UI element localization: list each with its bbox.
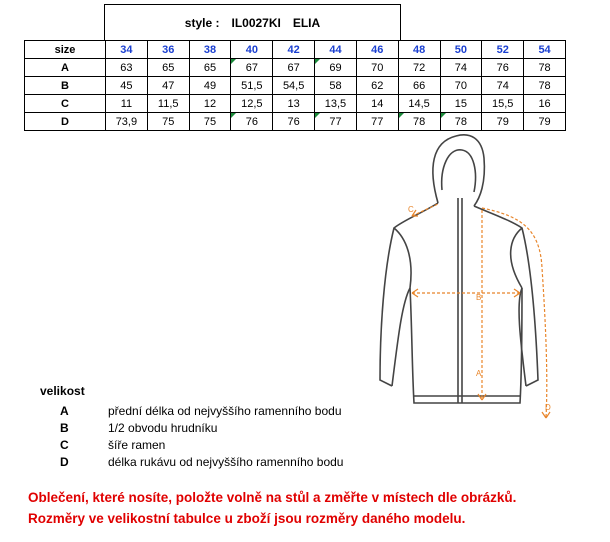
table-cell: 49	[189, 77, 231, 95]
size-col: 48	[398, 41, 440, 59]
table-cell: 14,5	[398, 95, 440, 113]
table-cell: 79	[482, 113, 524, 131]
note-line-2: Rozměry ve velikostní tabulce u zboží jsou rozměry daného modelu.	[28, 511, 466, 526]
legend	[40, 384, 343, 470]
size-col: 44	[315, 41, 357, 59]
measure-label-a: A	[476, 369, 482, 378]
legend-text: délka rukávu od nejvyššího ramenního bodu	[108, 454, 344, 469]
row-label: C	[25, 95, 106, 113]
table-cell: 62	[356, 77, 398, 95]
size-col: 46	[356, 41, 398, 59]
table-cell: 51,5	[231, 77, 273, 95]
table-cell: 76	[482, 59, 524, 77]
size-col: 34	[106, 41, 148, 59]
legend-key: C	[60, 437, 69, 452]
table-cell: 54,5	[273, 77, 315, 95]
size-col: 38	[189, 41, 231, 59]
table-cell: 65	[147, 59, 189, 77]
note-line-1: Oblečení, které nosíte, položte volně na stůl a změřte v místech dle obrázků.	[28, 490, 517, 505]
table-cell: 73,9	[106, 113, 148, 131]
table-cell: 12	[189, 95, 231, 113]
row-label: D	[25, 113, 106, 131]
legend-item	[40, 453, 343, 470]
jacket-outline	[380, 135, 538, 403]
table-cell: 58	[315, 77, 357, 95]
measure-label-b: B	[476, 293, 482, 302]
jacket-diagram	[370, 128, 605, 428]
table-cell: 78	[398, 113, 440, 131]
size-col: 36	[147, 41, 189, 59]
legend-key: B	[60, 420, 69, 435]
measure-label-c: C	[408, 205, 414, 214]
size-col: 40	[231, 41, 273, 59]
legend-item	[40, 402, 343, 419]
size-table	[24, 40, 566, 131]
table-cell: 75	[147, 113, 189, 131]
style-name: ELIA	[292, 15, 321, 30]
table-cell: 65	[189, 59, 231, 77]
table-cell: 78	[440, 113, 482, 131]
measurement-note	[28, 487, 610, 529]
table-cell: 78	[524, 77, 566, 95]
table-cell: 13,5	[315, 95, 357, 113]
legend-key: D	[60, 454, 69, 469]
measure-labels	[408, 205, 551, 412]
table-row	[25, 95, 566, 113]
legend-item	[40, 436, 343, 453]
row-label: A	[25, 59, 106, 77]
table-cell: 16	[524, 95, 566, 113]
table-cell: 75	[189, 113, 231, 131]
style-header	[104, 4, 401, 40]
table-cell: 13	[273, 95, 315, 113]
table-cell: 79	[524, 113, 566, 131]
style-code: IL0027KI	[231, 15, 281, 30]
table-row	[25, 59, 566, 77]
table-cell: 11,5	[147, 95, 189, 113]
table-cell: 67	[273, 59, 315, 77]
table-cell: 15,5	[482, 95, 524, 113]
legend-text: přední délka od nejvyššího ramenního bodu	[108, 403, 342, 418]
size-col: 42	[273, 41, 315, 59]
legend-title: velikost	[40, 384, 85, 398]
size-col: 50	[440, 41, 482, 59]
table-cell: 76	[273, 113, 315, 131]
style-label: style :	[184, 15, 220, 30]
table-cell: 77	[315, 113, 357, 131]
measure-label-d: D	[545, 403, 551, 412]
size-col: 54	[524, 41, 566, 59]
table-cell: 67	[231, 59, 273, 77]
table-cell: 77	[356, 113, 398, 131]
legend-text: šíře ramen	[108, 437, 166, 452]
table-cell: 47	[147, 77, 189, 95]
size-header-row	[25, 41, 566, 59]
table-cell: 70	[356, 59, 398, 77]
table-cell: 63	[106, 59, 148, 77]
table-cell: 11	[106, 95, 148, 113]
legend-text: 1/2 obvodu hrudníku	[108, 420, 218, 435]
table-cell: 74	[440, 59, 482, 77]
measure-lines	[412, 204, 550, 418]
table-cell: 74	[482, 77, 524, 95]
table-cell: 76	[231, 113, 273, 131]
table-row	[25, 77, 566, 95]
table-cell: 72	[398, 59, 440, 77]
table-cell: 69	[315, 59, 357, 77]
table-cell: 45	[106, 77, 148, 95]
size-corner-label: size	[25, 41, 106, 59]
table-cell: 66	[398, 77, 440, 95]
legend-item	[40, 419, 343, 436]
table-cell: 15	[440, 95, 482, 113]
table-cell: 70	[440, 77, 482, 95]
row-label: B	[25, 77, 106, 95]
table-cell: 12,5	[231, 95, 273, 113]
table-cell: 14	[356, 95, 398, 113]
legend-key: A	[60, 403, 69, 418]
size-col: 52	[482, 41, 524, 59]
table-cell: 78	[524, 59, 566, 77]
